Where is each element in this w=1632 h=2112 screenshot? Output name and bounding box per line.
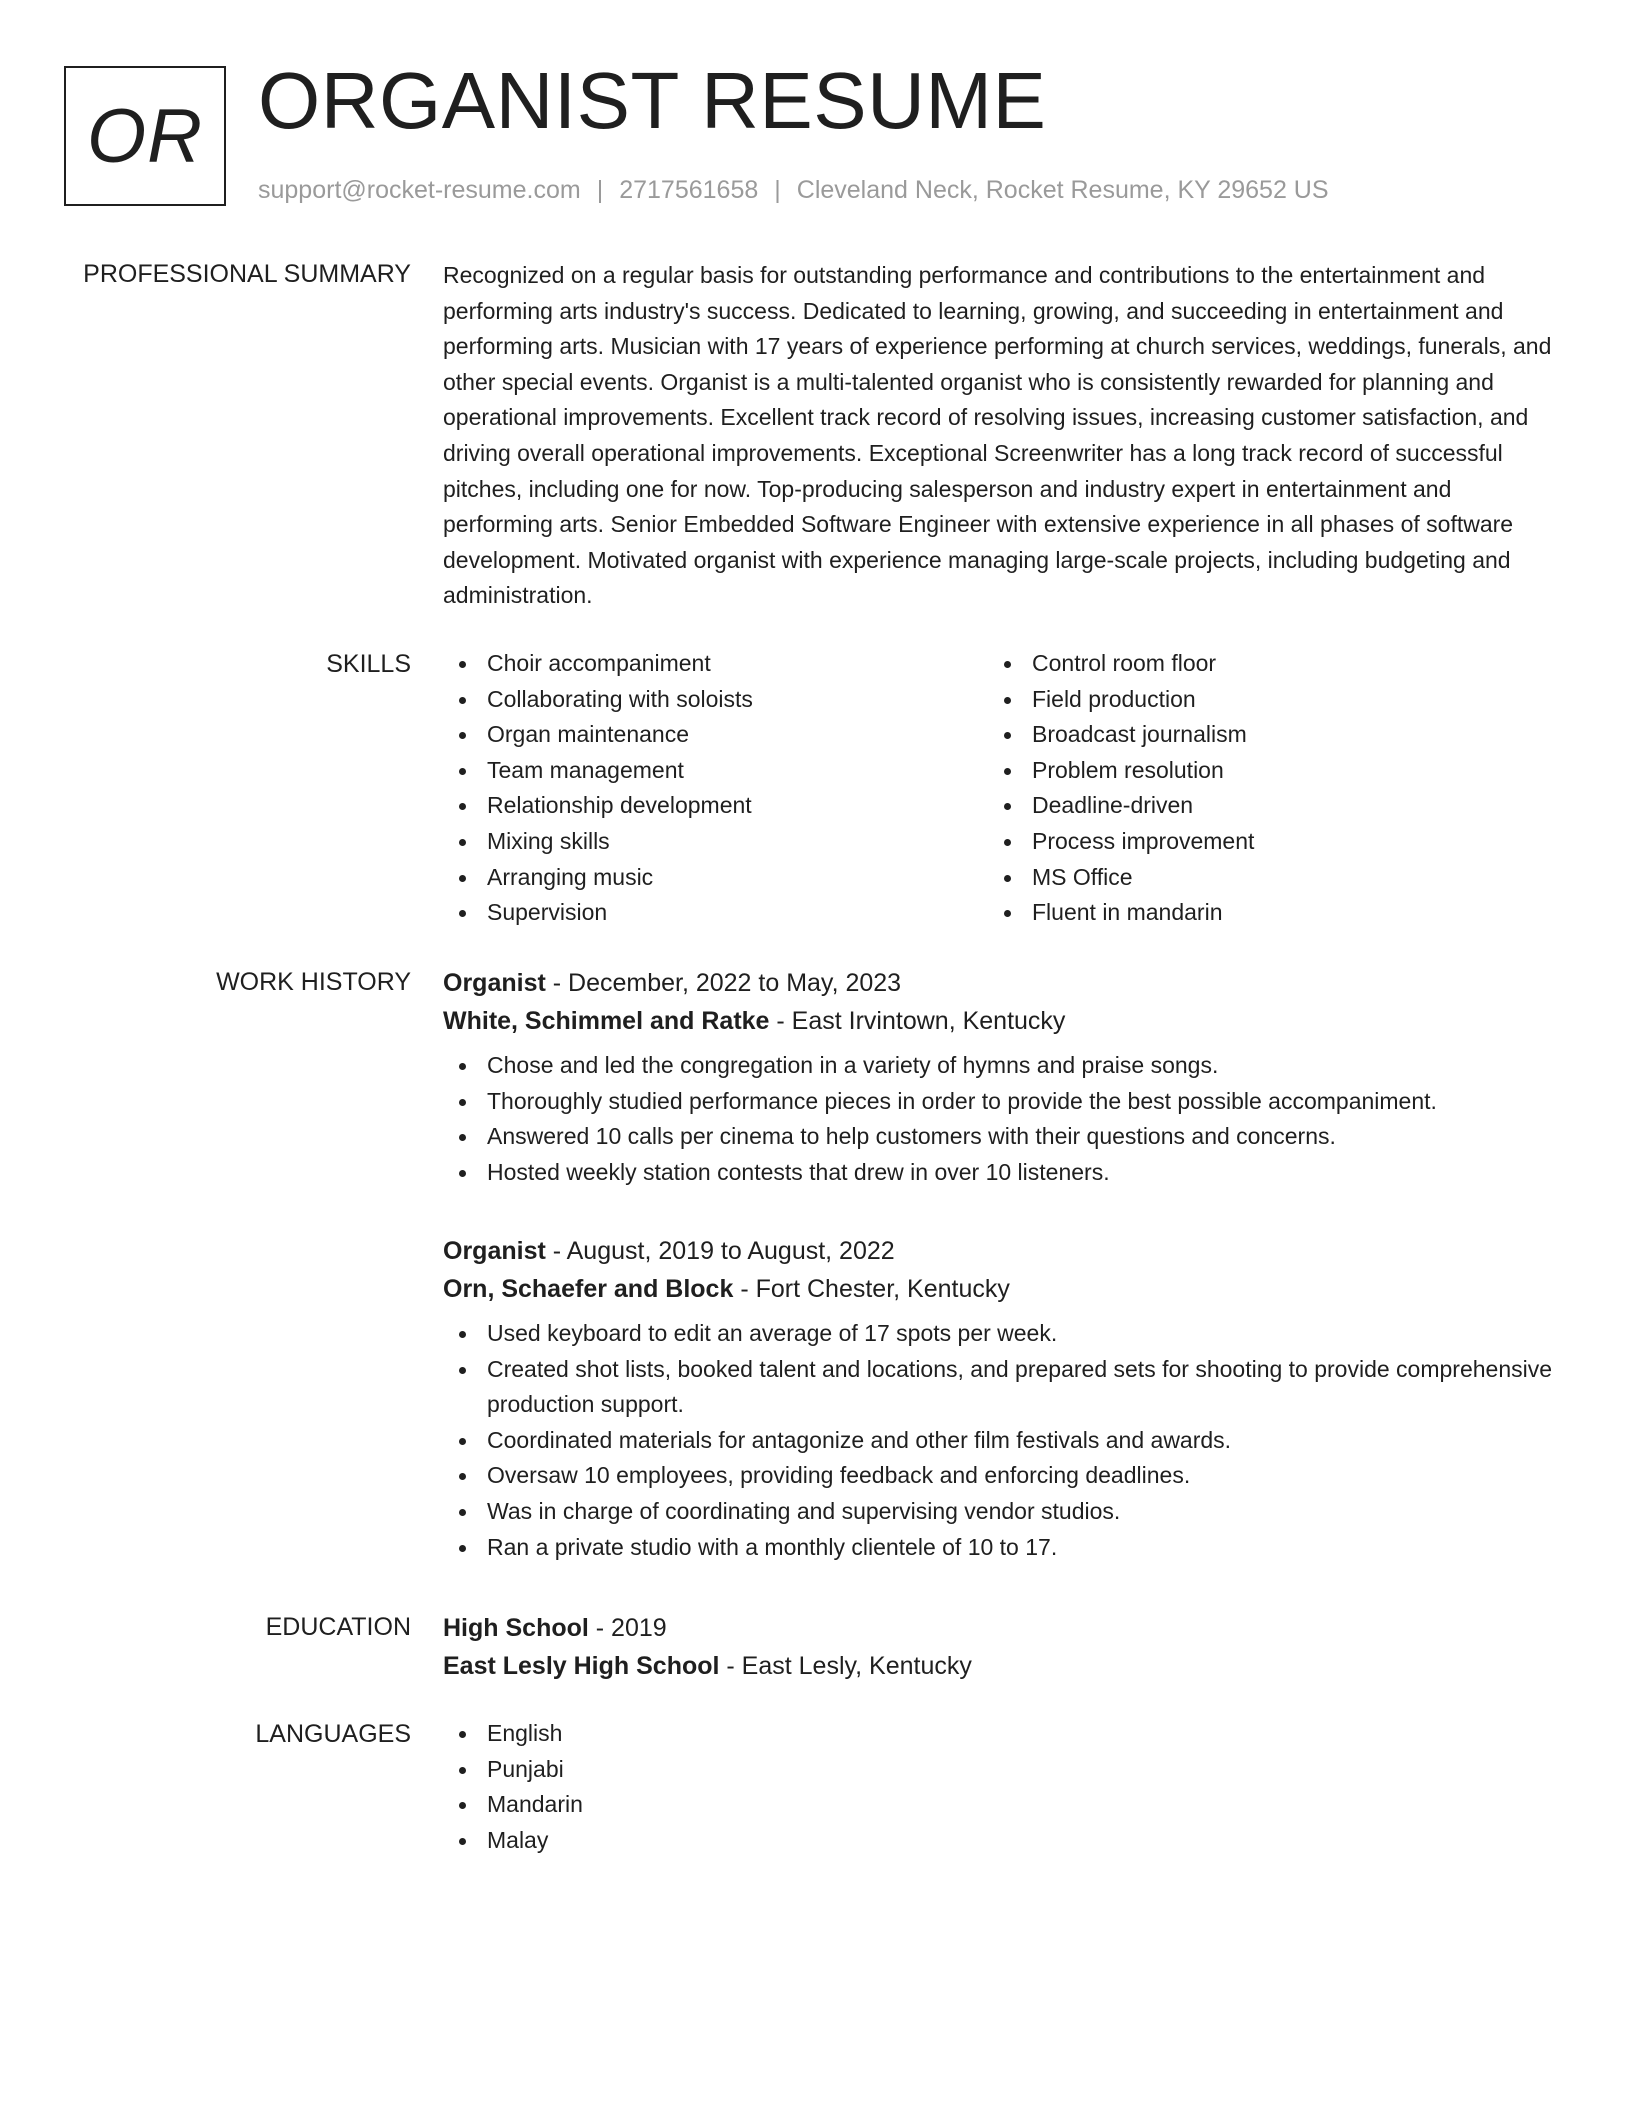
job-company-line <box>443 1270 1553 1308</box>
section-label-education: EDUCATION <box>265 1613 411 1641</box>
section-label-work: WORK HISTORY <box>216 968 411 996</box>
page-title: ORGANIST RESUME <box>258 56 1047 145</box>
language-item: Mandarin <box>443 1787 1553 1823</box>
education-school-line <box>443 1647 1553 1685</box>
skills-column-left <box>443 646 988 931</box>
job-heading <box>443 964 1553 1002</box>
skill-item: Fluent in mandarin <box>988 895 1533 931</box>
skill-item: Arranging music <box>443 860 988 896</box>
skill-item: Field production <box>988 682 1533 718</box>
job-company: Orn, Schaefer and Block <box>443 1275 734 1303</box>
skill-item: Control room floor <box>988 646 1533 682</box>
job-company-line <box>443 1002 1553 1040</box>
contact-separator: | <box>774 176 781 204</box>
education-school: East Lesly High School <box>443 1652 720 1680</box>
job-location: - Fort Chester, Kentucky <box>733 1275 1010 1303</box>
job-bullet: Used keyboard to edit an average of 17 spots per week. <box>443 1316 1553 1352</box>
contact-email: support@rocket-resume.com <box>258 176 581 204</box>
job-dates: - December, 2022 to May, 2023 <box>545 969 902 997</box>
job-bullet: Was in charge of coordinating and supervising vendor studios. <box>443 1494 1553 1530</box>
section-label-languages: LANGUAGES <box>255 1720 411 1748</box>
job-entry <box>443 964 1553 1190</box>
education-body <box>443 1609 1553 1693</box>
job-bullet: Coordinated materials for antagonize and other film festivals and awards. <box>443 1423 1553 1459</box>
summary-text: Recognized on a regular basis for outstanding performance and contributions to the entertainment and performing arts industry's success. Dedicated to learning, growing, and succeeding in entertainment and performing arts. Musician with 17 years of experience performing at church services, weddings, funerals, and other special events. Organist is a multi-talented organist who is consistently rewarded for planning and operational improvements. Excellent track record of resolving issues, increasing customer satisfaction, and driving overall operational improvements. Exceptional Screenwriter has a long track record of successful pitches, including one for now. Top-producing salesperson and industry expert in entertainment and performing arts. Senior Embedded Software Engineer with extensive experience in all phases of software development. Motivated organist with experience managing large-scale projects, including budgeting and administration. <box>443 262 1552 609</box>
language-item: English <box>443 1716 1553 1752</box>
education-degree: High School <box>443 1614 589 1642</box>
skills-body <box>443 646 1553 931</box>
job-bullet: Hosted weekly station contests that drew in over 10 listeners. <box>443 1155 1553 1191</box>
job-bullets <box>443 1316 1553 1565</box>
job-bullets <box>443 1048 1553 1190</box>
job-dates: - August, 2019 to August, 2022 <box>545 1237 895 1265</box>
languages-body <box>443 1716 1553 1858</box>
skill-item: Broadcast journalism <box>988 717 1533 753</box>
languages-list <box>443 1716 1553 1858</box>
education-heading <box>443 1609 1553 1647</box>
job-company: White, Schimmel and Ratke <box>443 1007 770 1035</box>
skill-item: Deadline-driven <box>988 788 1533 824</box>
job-bullet: Thoroughly studied performance pieces in order to provide the best possible accompaniment. <box>443 1084 1553 1120</box>
skill-item: Team management <box>443 753 988 789</box>
job-bullet: Answered 10 calls per cinema to help customers with their questions and concerns. <box>443 1119 1553 1155</box>
language-item: Punjabi <box>443 1752 1553 1788</box>
skill-item: Choir accompaniment <box>443 646 988 682</box>
job-title: Organist <box>443 969 546 997</box>
language-item: Malay <box>443 1823 1553 1859</box>
skill-item: Problem resolution <box>988 753 1533 789</box>
skills-grid <box>443 646 1553 931</box>
job-heading <box>443 1232 1553 1270</box>
contact-line <box>258 172 1329 208</box>
skills-list-left <box>443 646 988 931</box>
skill-item: Mixing skills <box>443 824 988 860</box>
initials-monogram <box>64 66 226 206</box>
section-label-summary: PROFESSIONAL SUMMARY <box>83 260 411 288</box>
summary-body <box>443 258 1553 614</box>
job-title: Organist <box>443 1237 546 1265</box>
initials-text: OR <box>87 93 203 179</box>
job-bullet: Chose and led the congregation in a variety of hymns and praise songs. <box>443 1048 1553 1084</box>
skill-item: MS Office <box>988 860 1533 896</box>
job-entry <box>443 1232 1553 1565</box>
skill-item: Collaborating with soloists <box>443 682 988 718</box>
job-bullet: Ran a private studio with a monthly clientele of 10 to 17. <box>443 1530 1553 1566</box>
contact-phone: 2717561658 <box>619 176 759 204</box>
skill-item: Organ maintenance <box>443 717 988 753</box>
skill-item: Process improvement <box>988 824 1533 860</box>
contact-address: Cleveland Neck, Rocket Resume, KY 29652 US <box>796 176 1329 204</box>
job-location: - East Irvintown, Kentucky <box>769 1007 1066 1035</box>
skill-item: Supervision <box>443 895 988 931</box>
education-location: - East Lesly, Kentucky <box>719 1652 972 1680</box>
skills-column-right <box>988 646 1533 931</box>
job-bullet: Oversaw 10 employees, providing feedback and enforcing deadlines. <box>443 1458 1553 1494</box>
contact-separator: | <box>596 176 604 204</box>
section-label-skills: SKILLS <box>326 650 411 678</box>
skill-item: Relationship development <box>443 788 988 824</box>
education-year: - 2019 <box>588 1614 667 1642</box>
skills-list-right <box>988 646 1533 931</box>
job-bullet: Created shot lists, booked talent and locations, and prepared sets for shooting to provide comprehensive production support. <box>443 1352 1553 1423</box>
